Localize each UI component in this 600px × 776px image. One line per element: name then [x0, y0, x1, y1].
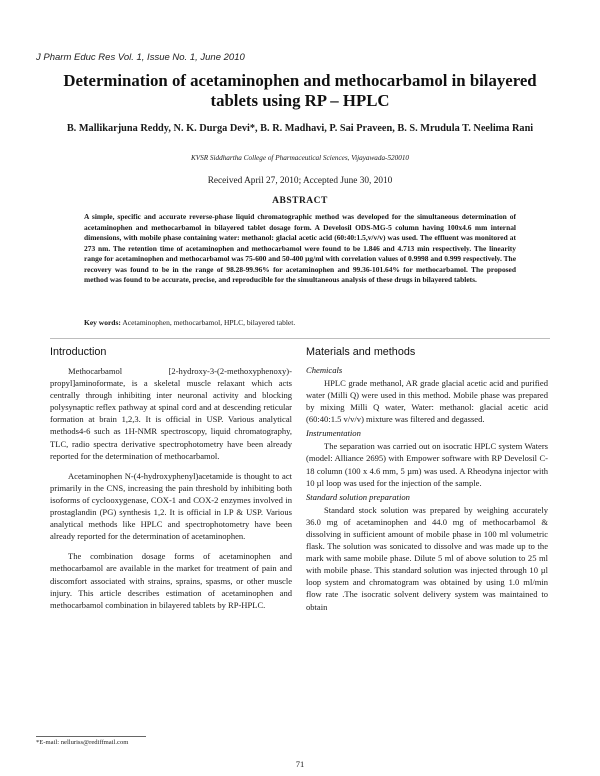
intro-paragraph-3: The combination dosage forms of acetaminophen and methocarbamol are available in the market for treatment of pain and discomfort associated with strains, sprains, spasms, or other muscle injury. This article describes estimation of acetaminophen and methocarbamol combination in bilayered tablets by RP-HPLC. — [50, 551, 292, 610]
author-list: B. Mallikarjuna Reddy, N. K. Durga Devi*, B. R. Madhavi, P. Sai Praveen, B. S. Mrudula T. Neelima Rani — [66, 123, 534, 134]
keywords-text: Acetaminophen, methocarbamol, HPLC, bilayered tablet. — [122, 318, 296, 327]
introduction-heading: Introduction — [50, 346, 107, 358]
standard-solution-paragraph: Standard stock solution was prepared by weighing accurately 36.0 mg of acetaminophen and 44.0 mg of methocarbamol & dissolving in sufficient amount of mobile phase in 100 ml volumetric flask. The solution was sonicated to dissolve and was made up to the mark with same mobile phase. Dilute 5 ml of above solution to 25 ml with mobile phase. This standard solution was injected through 10 µl loop system and chromatogram was obtained by using 1.0 ml/min flow rate .The isocratic solvent delivery system was maintained to obtain — [306, 504, 548, 612]
journal-citation: J Pharm Educ Res Vol. 1, Issue No. 1, June 2010 — [36, 52, 245, 63]
corresponding-email: *E-mail: nelluriss@rediffmail.com — [36, 739, 129, 746]
chemicals-paragraph: HPLC grade methanol, AR grade glacial acetic acid and purified water (Milli Q) were used in this method. Mobile phase was prepared by mixing Milli Q water, Water: methanol: glacial acetic acid (60:40:1.5 v/v/v) mixture was filtered and degassed. — [306, 378, 548, 425]
received-accepted-dates: Received April 27, 2010; Accepted June 30, 2010 — [207, 176, 393, 186]
affiliation: KVSR Siddhartha College of Pharmaceutical Sciences, Vijayawada-520010 — [190, 154, 410, 162]
keywords-line — [84, 318, 516, 328]
footnote-rule — [36, 736, 146, 737]
standard-solution-heading: Standard solution preparation — [306, 491, 410, 502]
left-column — [50, 346, 292, 619]
abstract-text: A simple, specific and accurate reverse-phase liquid chromatographic method was developed for the simultaneous determination of acetaminophen and methocarbamol in bilayered tablet dosage form. A Develosil ODS-MG-5 column having 100x4.6 mm internal dimensions, with mobile phase containing water: methanol: glacial acetic acid (60:40:1.5,v/v/v) was used. The effluent was monitored at 273 nm. The retention time of acetaminophen and methocarbamol were found to be 1.846 and 4.713 min respectively. The linearity range for acetaminophen and methocarbamol was 75-600 and 50-400 µg/ml with correlation values of 0.9998 and 0.999 respectively. The recovery was found to be in the range of 98.28-99.96% for acetaminophen and 99.36-101.64% for methocarbamol. The proposed method was found to be accurate, precise, and reproducible for the simultaneous analysis of these drugs in bilayered tablets. — [84, 212, 516, 285]
page-number: 71 — [295, 759, 305, 769]
intro-paragraph-1: Methocarbamol [2-hydroxy-3-(2-methoxyphenoxy)-propyl]aminoformate, is a skeletal muscle relaxant which acts centrally through inhibiting inter neuronal activity and blocking polysynaptic reflex pathway at spinal cord and at descending reticular formation at brain 1,2,3. It is official in USP. Various analytical methods4-6 such as 1H-NMR spectroscopy, liquid chromatography, TLC, radio spectra derivative spectrophotometry have been already reported for the determination of methocarbamol. — [50, 366, 292, 461]
section-divider — [50, 338, 550, 339]
instrumentation-paragraph: The separation was carried out on isocratic HPLC system Waters (model: Alliance 2695) with Empower software with RP Develosil C-18 column (100 x 4.6 mm, 5 µm) was used. A Rheodyna injector with 10 µl loop was used for the injection of the sample. — [306, 441, 548, 488]
methods-heading: Materials and methods — [306, 346, 416, 358]
keywords-label: Key words: — [84, 318, 121, 327]
intro-paragraph-2: Acetaminophen N-(4-hydroxyphenyl)acetamide is thought to act primarily in the CNS, increasing the pain threshold by inhibiting both isoforms of cyclooxygenase, COX-1 and COX-2 enzymes involved in prostaglandin (PG) synthesis 1,2. It is official in I.P & USP. Various analytical methods like HPLC and spectrophotometry have been already reported for the determination of acetaminophen. — [50, 470, 292, 542]
instrumentation-heading: Instrumentation — [306, 428, 361, 439]
abstract-heading: ABSTRACT — [272, 196, 328, 206]
chemicals-heading: Chemicals — [306, 365, 343, 375]
right-column — [306, 346, 548, 616]
article-title: Determination of acetaminophen and methocarbamol in bilayered tablets using RP – HPLC — [63, 71, 537, 110]
